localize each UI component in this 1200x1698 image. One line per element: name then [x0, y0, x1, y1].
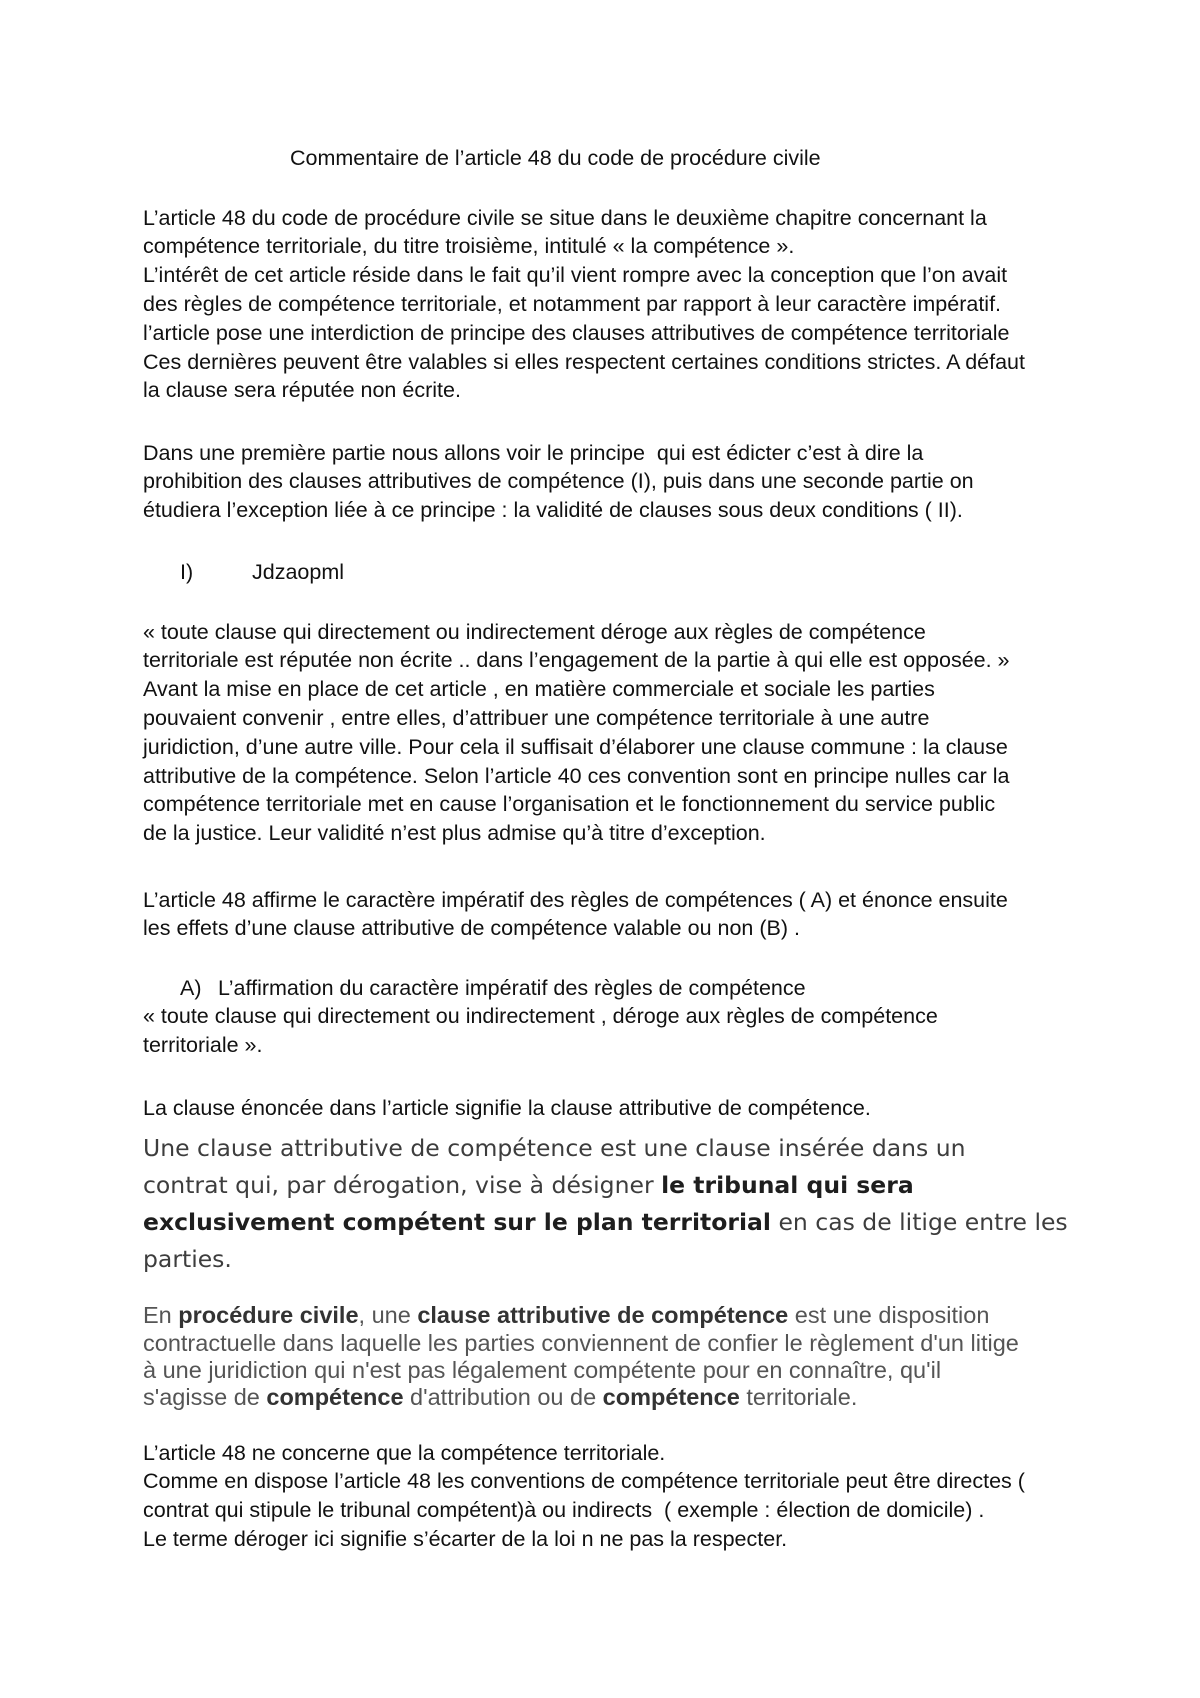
definition-paragraph	[143, 1130, 1068, 1278]
paragraph-line: la clause sera réputée non écrite.	[143, 378, 461, 403]
paragraph-line: de la justice. Leur validité n’est plus admise qu’à titre d’exception.	[143, 821, 766, 846]
paragraph-line: L’article 48 ne concerne que la compétence territoriale.	[143, 1440, 666, 1465]
paragraph-line: L’article 48 du code de procédure civile se situe dans le deuxième chapitre concernant la	[143, 205, 987, 230]
conclusion-paragraph	[143, 1439, 1025, 1554]
bold-text: compétence	[602, 1384, 740, 1411]
quote-line: « toute clause qui directement ou indirectement , déroge aux règles de compétence	[143, 1004, 938, 1029]
intro-paragraph	[143, 204, 1025, 406]
excerpt-paragraph	[143, 1302, 1019, 1411]
quote-line: territoriale ».	[143, 1033, 263, 1058]
paragraph-line: Une clause attributive de compétence est une clause insérée dans un	[143, 1133, 966, 1162]
paragraph-line: contractuelle dans laquelle les parties conviennent de confier le règlement d'un litige	[143, 1329, 1019, 1356]
bold-text: exclusivement compétent sur le plan territorial	[143, 1207, 771, 1236]
text-segment: d'attribution ou de	[403, 1384, 603, 1411]
paragraph-line: juridiction, d’une autre ville. Pour cela il suffisait d’élaborer une clause commune : la clause	[143, 734, 1008, 759]
paragraph-line: à une juridiction qui n'est pas légalement compétente pour en connaître, qu'il	[143, 1356, 942, 1383]
text-segment: en cas de litige entre les	[770, 1207, 1068, 1236]
paragraph-line: L’intérêt de cet article réside dans le fait qu’il vient rompre avec la conception que l’on avait	[143, 263, 1008, 288]
paragraph-line: « toute clause qui directement ou indirectement déroge aux règles de compétence	[143, 619, 926, 644]
paragraph-line: Ces dernières peuvent être valables si elles respectent certaines conditions strictes. A défaut	[143, 349, 1025, 374]
text-segment: , une	[358, 1302, 418, 1329]
text-segment: s'agisse de	[143, 1384, 267, 1411]
plan-paragraph	[143, 439, 974, 525]
paragraph-line	[143, 1204, 1068, 1241]
paragraph-line: des règles de compétence territoriale, et notamment par rapport à leur caractère impératif.	[143, 291, 1002, 316]
paragraph-line	[143, 1384, 1019, 1411]
part-one-paragraph	[143, 618, 1010, 848]
text-segment: territoriale.	[739, 1384, 858, 1411]
paragraph-line: prohibition des clauses attributives de compétence (I), puis dans une seconde partie on	[143, 469, 974, 494]
section-a-number: A)	[180, 975, 202, 1000]
paragraph-line: Dans une première partie nous allons voir le principe qui est édicter c’est à dire la	[143, 440, 924, 465]
section-a-quote	[143, 1002, 938, 1060]
paragraph-line	[143, 1167, 1068, 1204]
paragraph-line: L’article 48 affirme le caractère impératif des règles de compétences ( A) et énonce ensuite	[143, 887, 1008, 912]
paragraph-line: compétence territoriale met en cause l’organisation et le fonctionnement du service public	[143, 792, 996, 817]
section-a-note	[143, 1094, 871, 1123]
bold-text: clause attributive de compétence	[417, 1302, 789, 1329]
paragraph-line: l’article pose une interdiction de principe des clauses attributives de compétence territoriale	[143, 320, 1010, 345]
paragraph-line: les effets d’une clause attributive de compétence valable ou non (B) .	[143, 916, 800, 941]
bold-text: le tribunal qui sera	[661, 1170, 914, 1199]
text-segment: contrat qui, par dérogation, vise à désigner	[143, 1170, 662, 1199]
paragraph-line: Avant la mise en place de cet article , en matière commerciale et sociale les parties	[143, 677, 935, 702]
paragraph-line: étudiera l’exception liée à ce principe : la validité de clauses sous deux conditions ( II).	[143, 498, 963, 523]
announcement-paragraph	[143, 886, 1008, 944]
paragraph-line: Comme en dispose l’article 48 les conventions de compétence territoriale peut être directes (	[143, 1469, 1025, 1494]
part-one-number: I)	[180, 559, 194, 584]
paragraph-line: pouvaient convenir , entre elles, d’attribuer une compétence territoriale à une autre	[143, 705, 930, 730]
paragraph-line	[143, 1302, 1019, 1329]
text-segment: En	[143, 1302, 179, 1329]
paragraph-line: contrat qui stipule le tribunal compétent)à ou indirects ( exemple : élection de domicile) .	[143, 1498, 985, 1523]
paragraph-line: La clause énoncée dans l’article signifie la clause attributive de compétence.	[143, 1095, 871, 1120]
bold-text: procédure civile	[178, 1302, 359, 1329]
paragraph-line: territoriale est réputée non écrite .. dans l’engagement de la partie à qui elle est opposée. »	[143, 648, 1010, 673]
bold-text: compétence	[266, 1384, 404, 1411]
section-a-heading: L’affirmation du caractère impératif des règles de compétence	[218, 975, 806, 1000]
paragraph-line: compétence territoriale, du titre troisième, intitulé « la compétence ».	[143, 234, 795, 259]
paragraph-line: parties.	[143, 1244, 232, 1273]
part-one-heading: Jdzaopml	[252, 559, 345, 584]
text-segment: est une disposition	[788, 1302, 990, 1329]
document-title: Commentaire de l’article 48 du code de procédure civile	[290, 145, 821, 170]
paragraph-line: Le terme déroger ici signifie s’écarter de la loi n ne pas la respecter.	[143, 1526, 788, 1551]
paragraph-line: attributive de la compétence. Selon l’article 40 ces convention sont en principe nulles car la	[143, 763, 1010, 788]
